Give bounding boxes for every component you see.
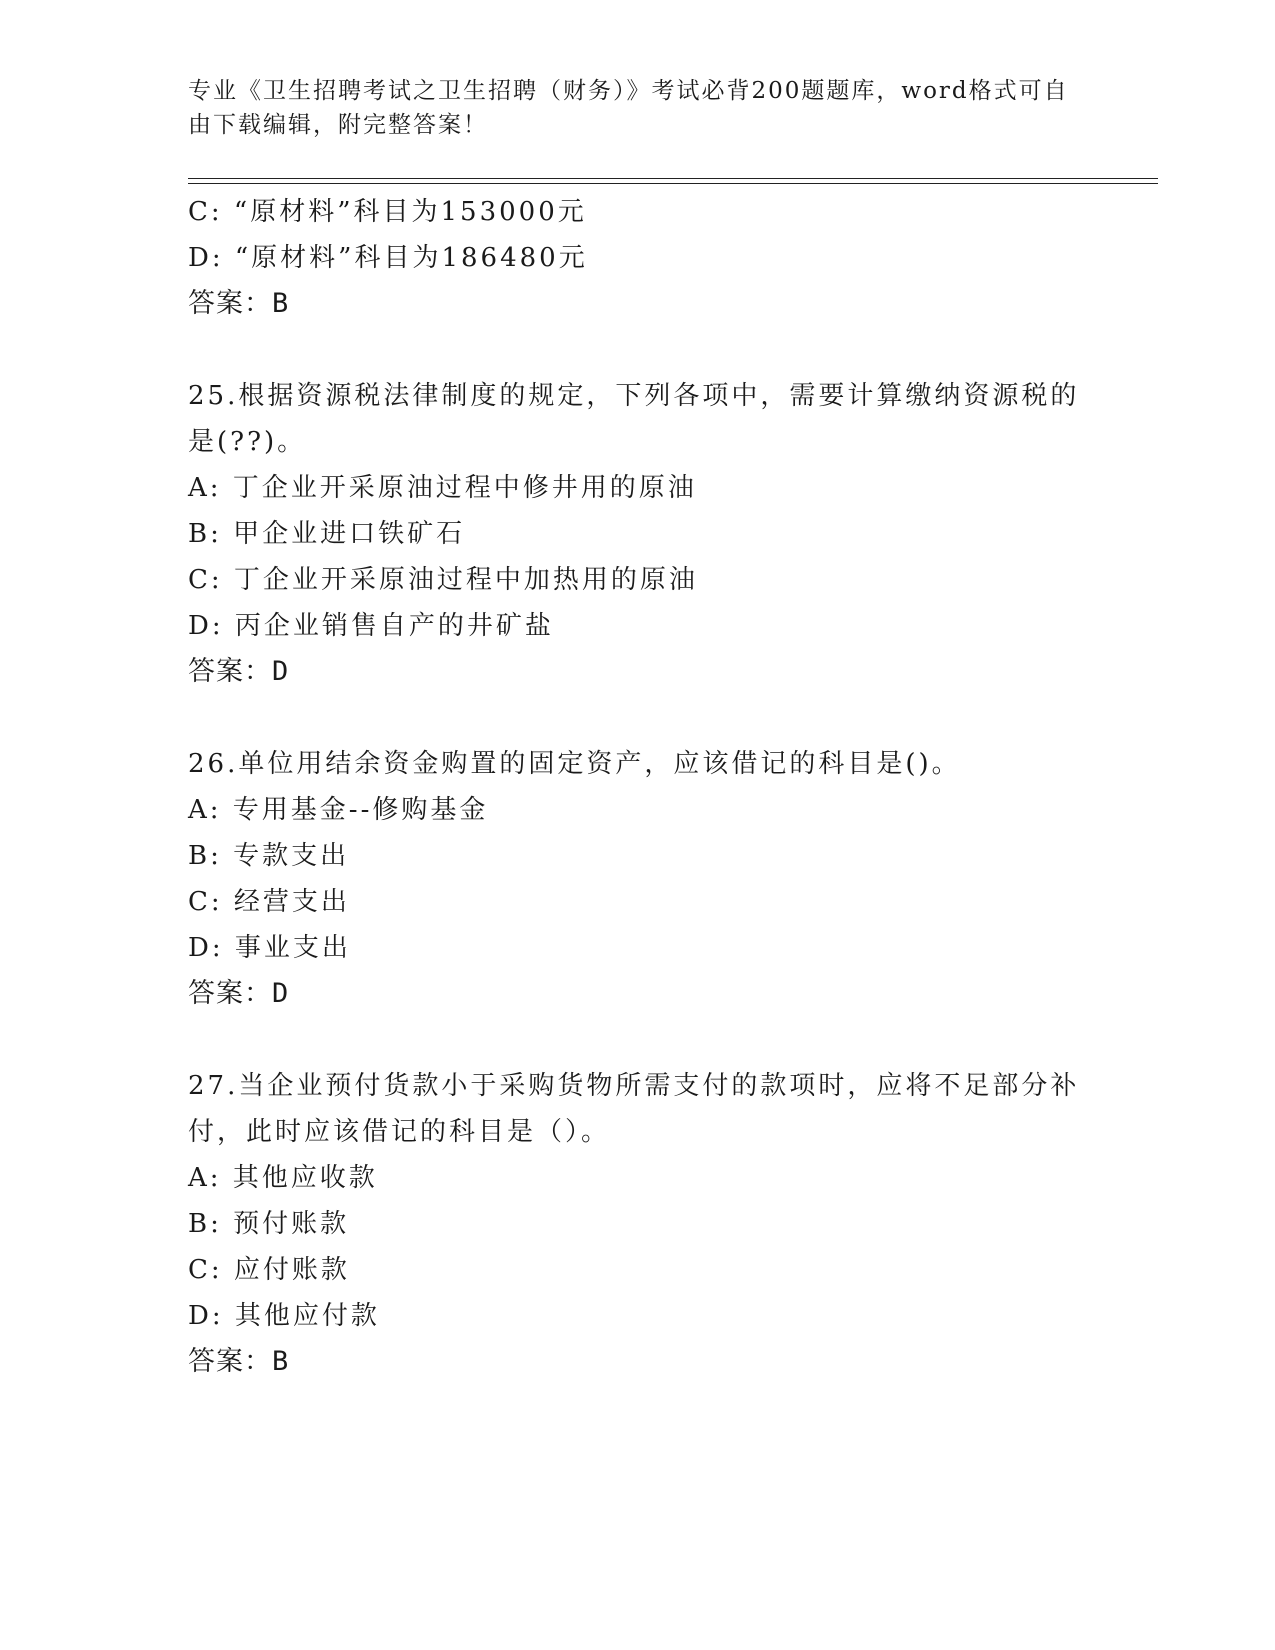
answer-line: 答案：B	[188, 1346, 290, 1377]
question-text-line-1: 25.根据资源税法律制度的规定，下列各项中，需要计算缴纳资源税的	[188, 381, 1080, 411]
option-b: B: 预付账款	[188, 1209, 350, 1239]
document-header	[188, 74, 1078, 142]
answer-line: 答案：B	[188, 288, 290, 319]
spacer	[188, 695, 1088, 741]
question-text-line-1: 26.单位用结余资金购置的固定资产，应该借记的科目是()。	[188, 749, 961, 779]
question-text-line-1: 27.当企业预付货款小于采购货物所需支付的款项时，应将不足部分补	[188, 1071, 1080, 1101]
option-c: C: 丁企业开采原油过程中加热用的原油	[188, 565, 698, 595]
header-line-1: 专业《卫生招聘考试之卫生招聘（财务）》考试必背200题题库，word格式可自	[188, 78, 1069, 104]
question-text-line-2: 付，此时应该借记的科目是（）。	[188, 1117, 611, 1147]
spacer	[188, 327, 1088, 373]
header-divider-bottom	[188, 183, 1158, 184]
prev-question	[188, 189, 1088, 327]
option-a: A: 其他应收款	[188, 1163, 378, 1193]
option-b: B: 甲企业进口铁矿石	[188, 519, 466, 549]
header-line-2: 由下载编辑，附完整答案！	[188, 112, 488, 138]
option-d: D: 其他应付款	[188, 1301, 380, 1331]
question-25	[188, 373, 1088, 695]
answer-line: 答案：D	[188, 978, 290, 1009]
option-d: D: “原材料”科目为186480元	[188, 243, 588, 273]
answer-line: 答案：D	[188, 656, 290, 687]
option-d: D: 丙企业销售自产的井矿盐	[188, 611, 554, 641]
option-d: D: 事业支出	[188, 933, 351, 963]
option-c: C: “原材料”科目为153000元	[188, 197, 587, 227]
option-a: A: 丁企业开采原油过程中修井用的原油	[188, 473, 697, 503]
document-body	[188, 189, 1088, 1385]
option-c: C: 经营支出	[188, 887, 350, 917]
spacer	[188, 1017, 1088, 1063]
header-divider-top	[188, 178, 1158, 179]
option-b: B: 专款支出	[188, 841, 350, 871]
question-text-line-2: 是(??)。	[188, 427, 307, 457]
question-26	[188, 741, 1088, 1017]
question-27	[188, 1063, 1088, 1385]
option-a: A: 专用基金--修购基金	[188, 795, 489, 825]
option-c: C: 应付账款	[188, 1255, 350, 1285]
